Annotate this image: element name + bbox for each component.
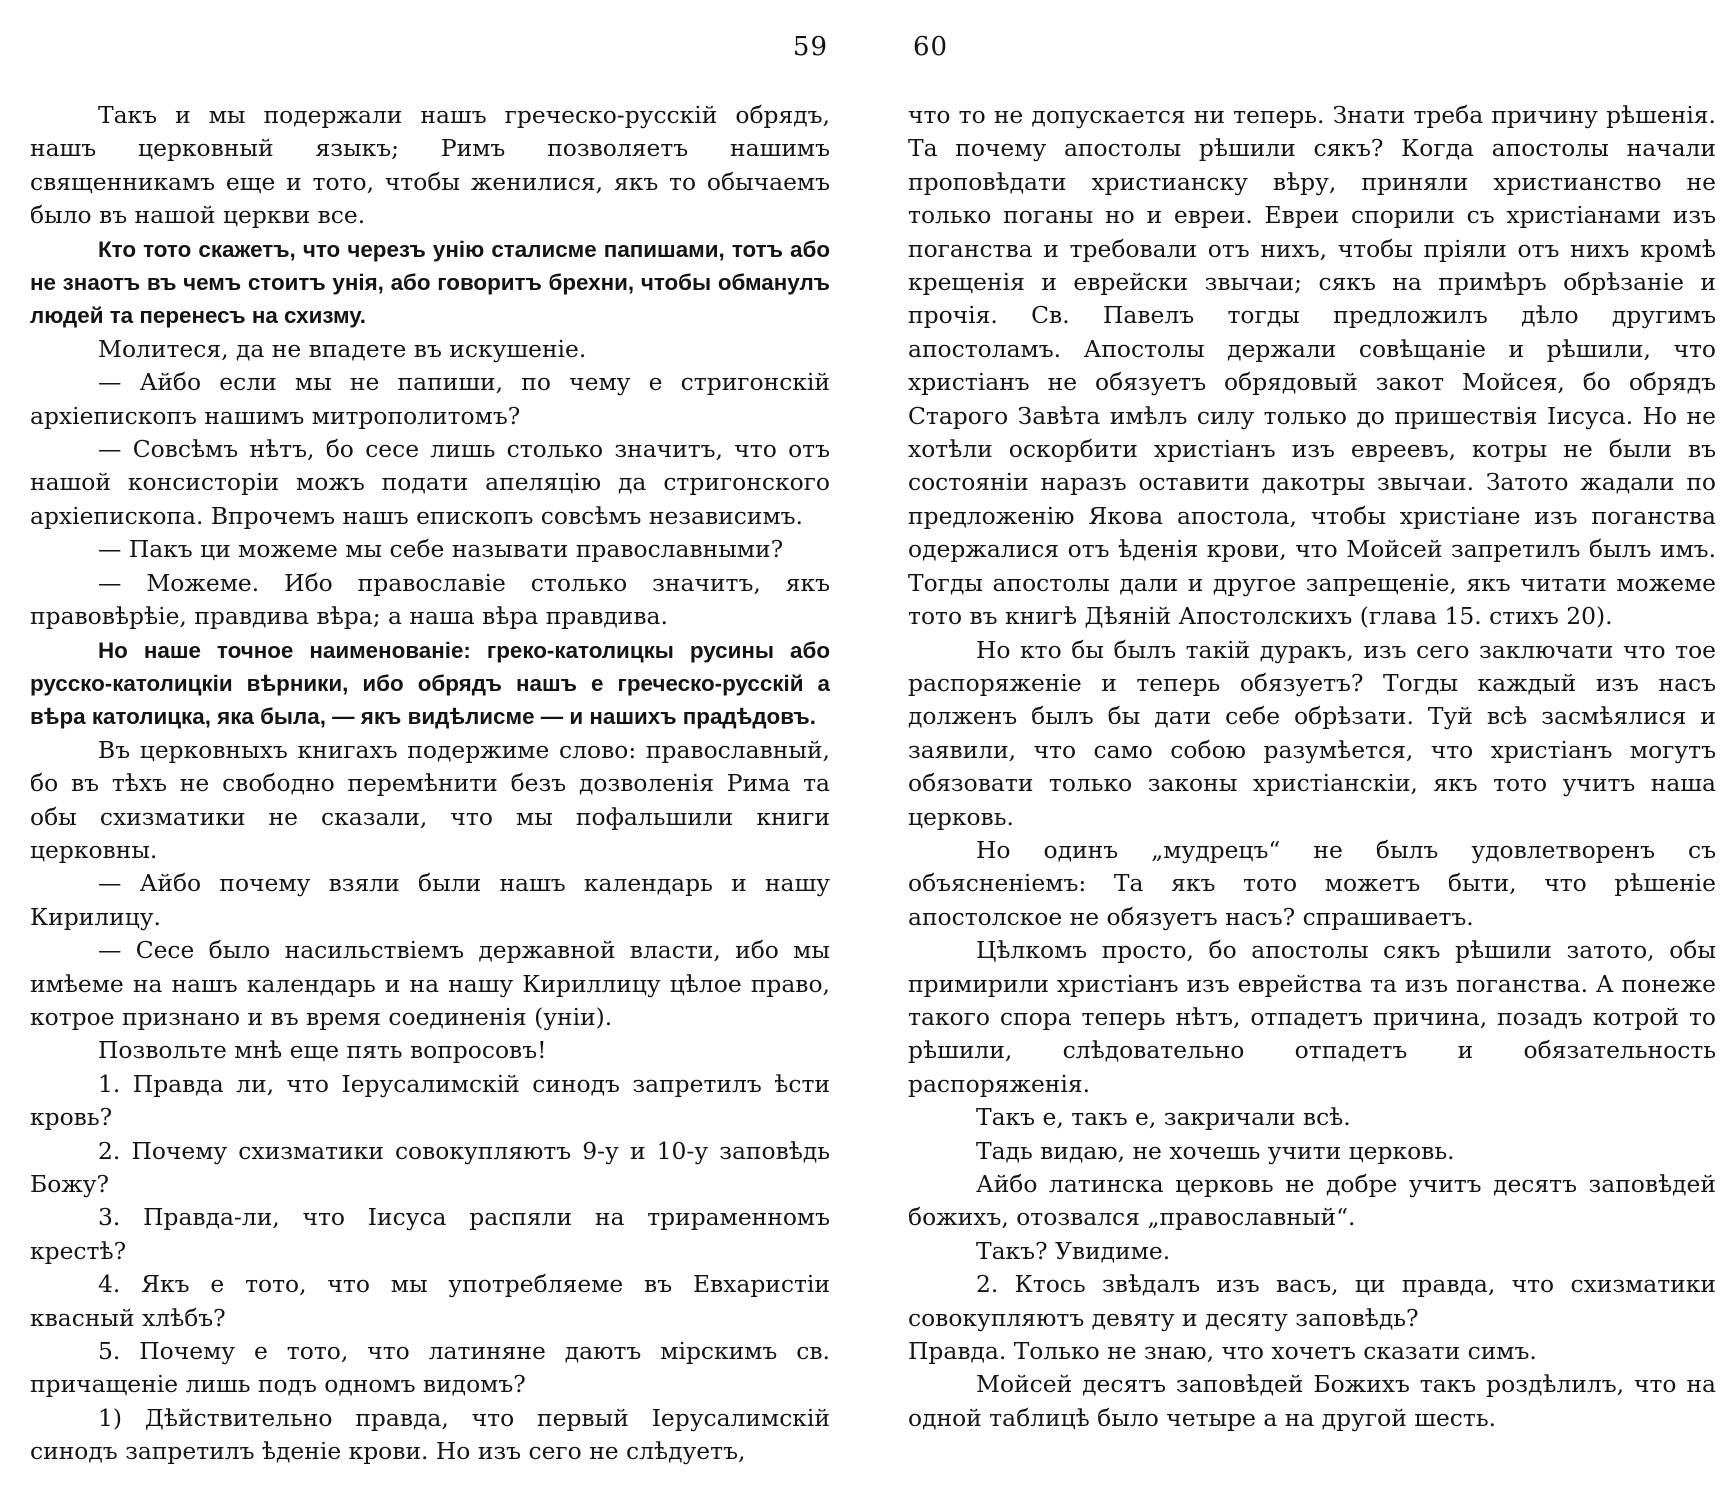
- paragraph: — Пакъ ци можеме мы себе называти православными?: [98, 535, 784, 564]
- paragraph: что то не допускается ни теперь. Знати треба причину рѣшенія. Та почему апостолы рѣшили сякъ? Когда апостолы начали проповѣдати христианску вѣру, приняли христианство не только поганы но и евреи. Евреи спорили съ христіанами изъ поганства и требовали отъ нихъ, чтобы пріяли отъ нихъ кромѣ крещенія и еврейски звычаи; сякъ на примѣръ обрѣзаніе и прочія. Св. Павелъ тогды предложилъ дѣло другимъ апостоламъ. Апостолы держали совѣщаніе и рѣшили, что христіанъ не обязуетъ обрядовый закот Мойсея, бо обрядъ Старого Завѣта имѣлъ силу только до пришествія Іисуса. Но не хотѣли оскорбити христіанъ изъ евреевъ, котры не были въ состояніи наразъ оставити дакотры звычаи. Затото жадали по предложенію Якова апостола, чтобы христіане изъ поганства одержалися отъ ѣденія крови, что Мойсей запретилъ былъ имъ. Тогды апостолы дали и другое запрещеніе, якъ читати можеме тото въ книгѣ Дѣяній Апостолскихъ (глава 15. стихъ 20).: [908, 101, 1716, 631]
- paragraph: Позвольте мнѣ еще пять вопросовъ!: [98, 1036, 547, 1065]
- paragraph: Но одинъ „мудрецъ“ не былъ удовлетворенъ съ объясненіемъ: Та якъ тото можетъ быти, что рѣшеніе апостолское не обязуетъ насъ? спрашиваетъ.: [908, 835, 1716, 931]
- paragraph: Такъ? Увидиме.: [976, 1236, 1171, 1265]
- question-item: 4. Якъ е тото, что мы употребляеме въ Евхаристіи квасный хлѣбъ?: [30, 1270, 830, 1332]
- page-number: 59: [792, 32, 828, 62]
- paragraph: Тадь видаю, не хочешь учити церковь.: [976, 1136, 1455, 1165]
- bold-paragraph: Кто тото скажетъ, что черезъ унію сталисме папишами, тотъ або не знаотъ въ чемъ стоитъ унія, або говоритъ брехни, чтобы обманулъ людей та перенесъ на схизму.: [30, 236, 830, 329]
- page-number: 60: [913, 32, 949, 62]
- paragraph: — Айбо почему взяли были нашъ календарь и нашу Кирилицу.: [30, 869, 830, 931]
- paragraph: Молитеся, да не впадете въ искушеніе.: [98, 334, 587, 363]
- paragraph: Цѣлкомъ просто, бо апостолы сякъ рѣшили затото, обы примирили христіанъ изъ еврейства та изъ поганства. А понеже такого спора теперь нѣтъ, отпадетъ причина, позадъ котрой то рѣшили, слѣдовательно отпадетъ и обязательность распоряженія.: [908, 936, 1716, 1098]
- question-item: 5. Почему е тото, что латиняне даютъ мірскимъ св. причащеніе лишь подъ одномъ видомъ?: [30, 1337, 830, 1399]
- bold-paragraph: Но наше точное наименованіе: греко-католицкы русины або русско-католицкіи вѣрники, ибо обрядъ нашъ е греческо-русскій а вѣра католицка, яка была, — якъ видѣлисме — и нашихъ прадѣдовъ.: [30, 637, 830, 730]
- paragraph: — Можеме. Ибо православіе столько значитъ, якъ правовѣрѣіе, правдива вѣра; а наша вѣра правдива.: [30, 568, 830, 631]
- paragraph: Въ церковныхъ книгахъ подержиме слово: православный, бо въ тѣхъ не свободно перемѣнити безъ дозволенія Рима та обы схизматики не сказали, что мы пофальшили книги церковны.: [30, 735, 830, 864]
- paragraph: — Совсѣмъ нѣтъ, бо сесе лишь столько значитъ, что отъ нашой консисторіи можъ подати апеляцію да стригонского архіепископа. Впрочемъ нашъ епископъ совсѣмъ независимъ.: [30, 435, 830, 530]
- paragraph: — Сесе было насильствіемъ державной власти, ибо мы имѣеме на нашъ календарь и на нашу Кириллицу цѣлое право, котрое признано и въ время соединенія (уніи).: [30, 936, 830, 1031]
- question-item: 3. Правда-ли, что Іисуса распяли на трираменномъ крестѣ?: [30, 1203, 830, 1265]
- paragraph: 2. Ктось звѣдалъ изъ васъ, ци правда, что схизматики совокупляютъ девяту и десяту заповѣдь?: [908, 1270, 1716, 1332]
- paragraph: Такъ е, такъ е, закричали всѣ.: [976, 1103, 1351, 1132]
- question-item: 2. Почему схизматики совокупляютъ 9-у и 10-у заповѣдь Божу?: [30, 1136, 830, 1198]
- paragraph: Айбо латинска церковь не добре учитъ десятъ заповѣдей божихъ, отозвался „православный“.: [908, 1170, 1716, 1232]
- paragraph: Мойсей десятъ заповѣдей Божихъ такъ роздѣлилъ, что на одной таблицѣ было четыре а на другой шесть.: [908, 1370, 1716, 1432]
- page-body: [908, 99, 1716, 1435]
- page-body: [30, 99, 830, 1469]
- paragraph: Правда. Только не знаю, что хочетъ сказати симъ.: [908, 1337, 1537, 1366]
- paragraph: 1) Дѣйствительно правда, что первый Іерусалимскій синодъ запретилъ ѣденіе крови. Но изъ сего не слѣдуетъ,: [30, 1403, 830, 1466]
- paragraph: Такъ и мы подержали нашъ греческо-русскій обрядъ, нашъ церковный языкъ; Римъ позволяетъ нашимъ священникамъ еще и тото, чтобы женилися, якъ то обычаемъ было въ нашой церкви все.: [30, 101, 830, 230]
- question-item: 1. Правда ли, что Іерусалимскій синодъ запретилъ ѣсти кровь?: [30, 1069, 830, 1132]
- paragraph: — Айбо если мы не папиши, по чему е стригонскій архіепископъ нашимъ митрополитомъ?: [30, 368, 830, 430]
- paragraph: Но кто бы былъ такій дуракъ, изъ сего заключати что тое распоряженіе и теперь обязуетъ? Тогды каждый изъ насъ долженъ былъ бы дати себе обрѣзати. Туй всѣ засмѣялися и заявили, что само собою разумѣется, что христіанъ могутъ обязовати только законы христіанскіи, якъ тото учитъ наша церковь.: [908, 635, 1716, 831]
